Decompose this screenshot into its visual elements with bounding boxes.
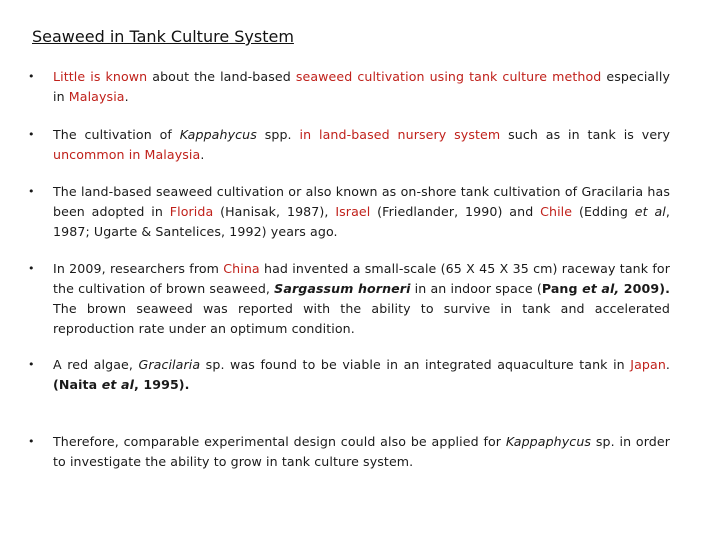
text-segment: In 2009, researchers from — [53, 261, 224, 276]
bullet-marker: • — [28, 358, 35, 371]
text-segment: sp. in order to investigate the ability to grow in tank culture system. — [53, 434, 671, 469]
text-segment: Chile — [540, 204, 573, 219]
text-segment: sp. was found to be viable in an integrated aquaculture tank in — [200, 357, 631, 372]
bullet-marker: • — [28, 435, 35, 448]
text-segment: . — [665, 357, 671, 372]
text-segment: . — [200, 147, 205, 162]
bullet-text — [53, 182, 670, 242]
text-segment: in land-based nursery system — [299, 127, 501, 142]
text-segment: (Friedlander, 1990) and — [370, 204, 541, 219]
text-segment: The land-based seaweed cultivation or also known as on-shore tank cultivation of Gracilaria has been adopted in — [53, 184, 670, 219]
bullet-text — [53, 432, 670, 472]
text-segment: . — [124, 89, 129, 104]
bullet-item — [28, 67, 670, 107]
text-segment: A red algae, — [53, 357, 139, 372]
bullet-marker: • — [28, 185, 35, 198]
page-title: Seaweed in Tank Culture System — [32, 27, 294, 46]
bullet-text — [53, 125, 670, 165]
bullet-item — [28, 182, 670, 242]
bullet-text — [53, 355, 670, 395]
text-segment: in an indoor space ( — [410, 281, 542, 296]
text-segment: , 1995). — [133, 377, 190, 392]
text-segment: Florida — [169, 204, 214, 219]
bullet-text — [53, 259, 670, 339]
text-segment: about the land-based — [147, 69, 296, 84]
text-segment: had invented a small-scale (65 X 45 X 35 cm) raceway tank for the cultivation of brown seaweed, — [53, 261, 670, 296]
text-segment: The brown seaweed was reported with the ability to survive in tank and accelerated reproduction rate under an optimum condition. — [53, 301, 670, 336]
bullet-marker: • — [28, 262, 35, 275]
text-segment: (Edding — [572, 204, 635, 219]
text-segment: The cultivation of — [53, 127, 180, 142]
text-segment: 2009). — [619, 281, 670, 296]
bullet-item — [28, 125, 670, 165]
text-segment: Kappaphycus — [505, 434, 592, 449]
text-segment: uncommon in Malaysia — [53, 147, 201, 162]
text-segment: , 1987; Ugarte & Santelices, 1992) years ago. — [53, 204, 670, 239]
bullet-item — [28, 259, 670, 339]
bullet-text — [53, 67, 670, 107]
bullet-marker: • — [28, 70, 35, 83]
text-segment: spp. — [256, 127, 300, 142]
text-segment: Israel — [335, 204, 371, 219]
text-segment: Japan — [630, 357, 666, 372]
text-segment: Gracilaria — [138, 357, 201, 372]
text-segment: et al, — [582, 281, 620, 296]
text-segment: seaweed cultivation using tank culture method — [295, 69, 602, 84]
text-segment: especially in — [53, 69, 671, 104]
bullet-item — [28, 355, 670, 395]
text-segment: et al — [101, 377, 134, 392]
text-segment: Kappahycus — [179, 127, 257, 142]
bullet-marker: • — [28, 128, 35, 141]
text-segment: such as in tank is very — [500, 127, 671, 142]
text-segment: Therefore, comparable experimental design could also be applied for — [53, 434, 506, 449]
text-segment: (Naita — [53, 377, 102, 392]
text-segment: et al — [634, 204, 666, 219]
text-segment: China — [223, 261, 260, 276]
text-segment: Little is known — [53, 69, 148, 84]
text-segment: Pang — [541, 281, 583, 296]
text-segment: (Hanisak, 1987), — [213, 204, 336, 219]
bullet-item — [28, 432, 670, 472]
text-segment: Sargassum horneri — [274, 281, 411, 296]
text-segment: Malaysia — [68, 89, 125, 104]
